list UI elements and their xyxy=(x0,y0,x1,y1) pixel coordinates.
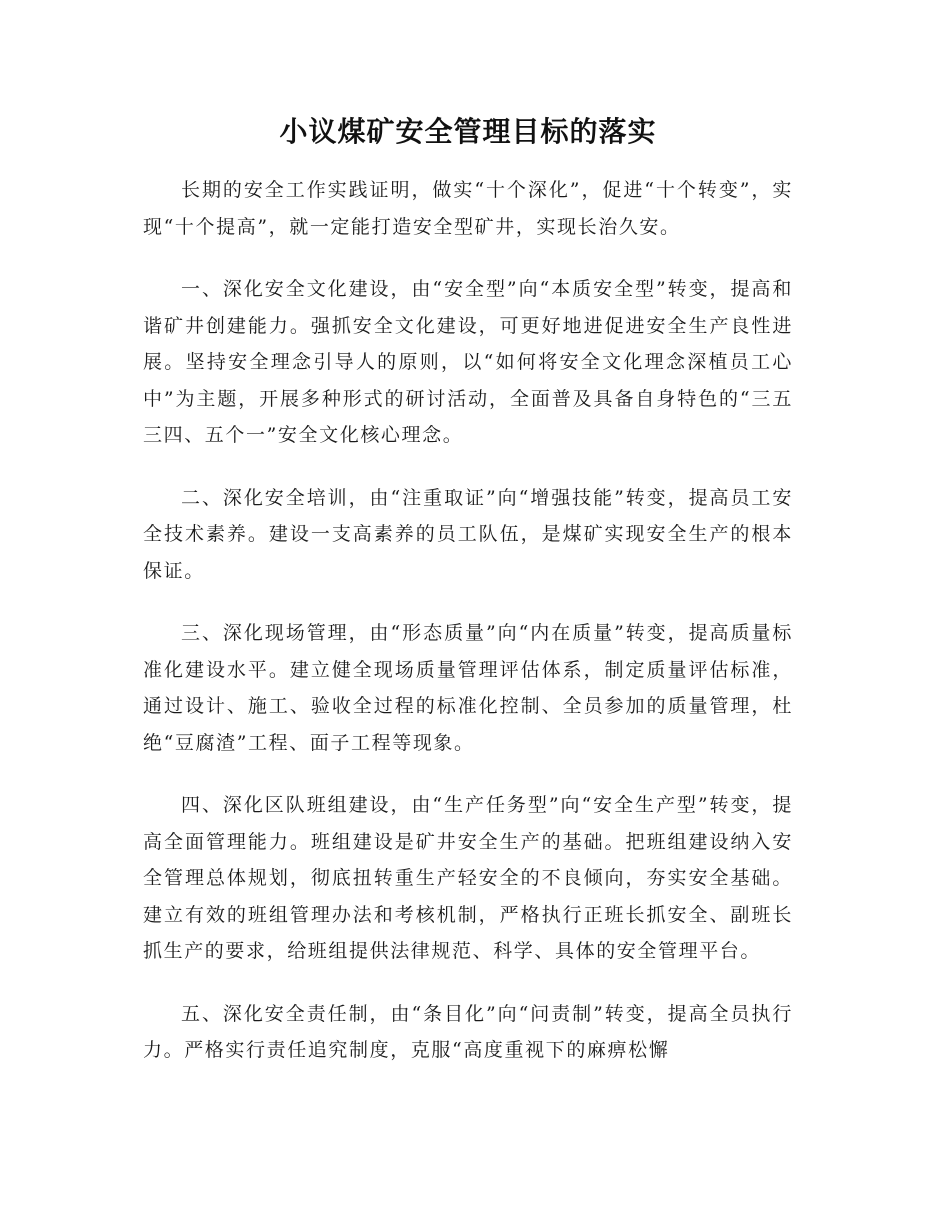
paragraph-intro: 长期的安全工作实践证明，做实“十个深化”，促进“十个转变”，实现“十个提高”，就一定能打造安全型矿井，实现长治久安。 xyxy=(143,179,793,238)
paragraph-responsibility: 五、深化安全责任制，由“条目化”向“问责制”转变，提高全员执行力。严格实行责任追究制度，克服“高度重视下的麻痹松懈 xyxy=(143,1002,793,1061)
paragraph-safety-culture: 一、深化安全文化建设，由“安全型”向“本质安全型”转变，提高和谐矿井创建能力。强抓安全文化建设，可更好地进促进安全生产良性进展。坚持安全理念引导人的原则，以“如何将安全文化理念深植员工心中”为主题，开展多种形式的研讨活动，全面普及具备自身特色的“三五三四、五个一”安全文化核心理念。 xyxy=(143,278,793,446)
document-body xyxy=(143,112,793,1095)
document-title: 小议煤矿安全管理目标的落实 xyxy=(279,115,657,148)
paragraph-safety-training: 二、深化安全培训，由“注重取证”向“增强技能”转变，提高员工安全技术素养。建设一支高素养的员工队伍，是煤矿实现安全生产的根本保证。 xyxy=(143,486,793,582)
paragraph-site-management: 三、深化现场管理，由“形态质量”向“内在质量”转变，提高质量标准化建设水平。建立健全现场质量管理评估体系，制定质量评估标准，通过设计、施工、验收全过程的标准化控制、全员参加的质量管理，杜绝“豆腐渣”工程、面子工程等现象。 xyxy=(143,622,793,754)
paragraph-team-building: 四、深化区队班组建设，由“生产任务型”向“安全生产型”转变，提高全面管理能力。班组建设是矿井安全生产的基础。把班组建设纳入安全管理总体规划，彻底扭转重生产轻安全的不良倾向，夯实安全基础。建立有效的班组管理办法和考核机制，严格执行正班长抓安全、副班长抓生产的要求，给班组提供法律规范、科学、具体的安全管理平台。 xyxy=(143,794,793,962)
